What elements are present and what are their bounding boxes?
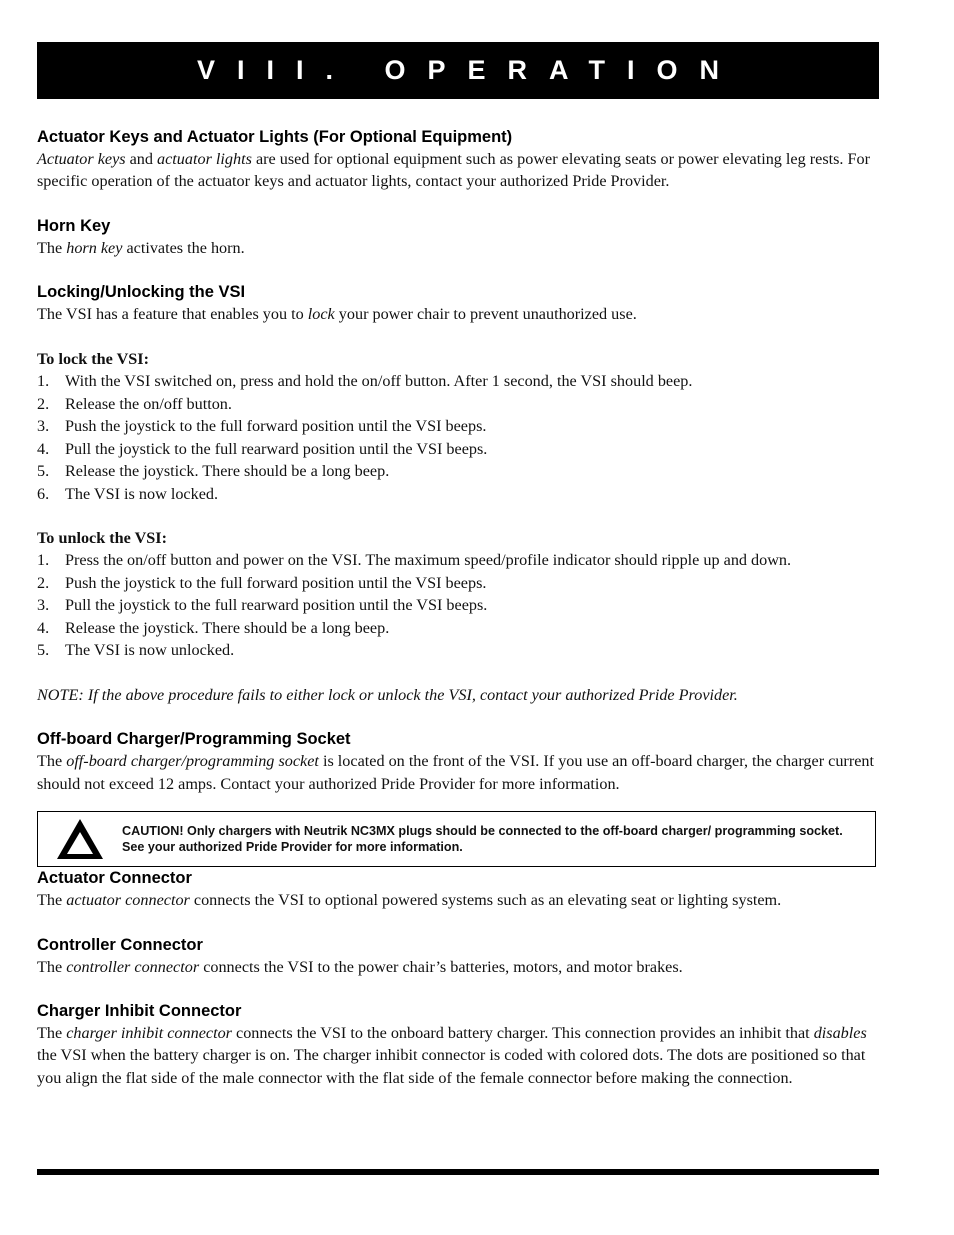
step-text: Release the joystick. There should be a long beep.: [65, 462, 390, 481]
term-controller-connector: controller connector: [66, 957, 200, 976]
step-number: 1.: [37, 551, 50, 570]
step-number: 5.: [37, 641, 50, 660]
term-lock: lock: [307, 305, 335, 324]
step-number: 1.: [37, 372, 50, 391]
step-text: Release the joystick. There should be a long beep.: [65, 618, 390, 637]
text-run: connects the VSI to the onboard battery charger. This connection provides an inhibit that: [231, 1023, 814, 1042]
step-text: The VSI is now locked.: [65, 484, 219, 503]
text-run: The: [37, 891, 67, 910]
horn-key-paragraph: [37, 237, 880, 259]
charger-socket-paragraph: [37, 750, 880, 795]
lock-steps-title: To lock the VSI:: [37, 349, 149, 368]
step-text: Press the on/off button and power on the VSI. The maximum speed/profile indicator should ripple up and down.: [65, 551, 792, 570]
unlock-steps-title: To unlock the VSI:: [37, 529, 167, 548]
step-number: 2.: [37, 573, 50, 592]
text-run: connects the VSI to the power chair’s batteries, motors, and motor brakes.: [199, 957, 683, 976]
list-item: [37, 370, 880, 393]
actuator-connector-heading: Actuator Connector: [37, 869, 192, 888]
warning-triangle-icon: [38, 817, 122, 861]
section-banner: [37, 42, 879, 99]
caution-text: CAUTION! Only chargers with Neutrik NC3MX plugs should be connected to the off-board charger/ programming socket. See your authorized Pride Provider for more information.: [122, 824, 843, 855]
text-run: is located on the front of the VSI. If you use an off-board charger, the charger current should not exceed 12 amps. Contact your authorized Pride Provider for more information.: [37, 752, 874, 793]
controller-connector-paragraph: [37, 956, 880, 978]
page-content: [37, 126, 880, 1089]
text-run: The: [37, 1023, 67, 1042]
text-run: the VSI when the battery charger is on. The charger inhibit connector is coded with colored dots. The dots are positioned so that you align the flat side of the male connector with the flat side of the female connector before making the connection.: [37, 1046, 866, 1087]
text-run: are used for optional equipment such as power elevating seats or power elevating leg rests. For specific operation of the actuator keys and actuator lights, contact your authorized Pride Provider.: [37, 150, 871, 191]
actuator-keys-heading: Actuator Keys and Actuator Lights (For Optional Equipment): [37, 128, 513, 146]
step-number: 6.: [37, 484, 50, 503]
lock-note: NOTE: If the above procedure fails to either lock or unlock the VSI, contact your authorized Pride Provider.: [37, 685, 738, 704]
term-charger-inhibit-connector: charger inhibit connector: [66, 1023, 232, 1042]
step-text: The VSI is now unlocked.: [65, 641, 235, 660]
list-item: [37, 572, 880, 595]
step-text: Pull the joystick to the full rearward position until the VSI beeps.: [65, 439, 488, 458]
list-item: [37, 483, 880, 506]
caution-box: [37, 811, 876, 867]
footer-rule: [37, 1169, 879, 1175]
actuator-connector-paragraph: [37, 889, 880, 911]
unlock-steps-list: [37, 549, 880, 662]
horn-key-heading: Horn Key: [37, 216, 111, 235]
step-text: Push the joystick to the full forward position until the VSI beeps.: [65, 573, 487, 592]
step-text: With the VSI switched on, press and hold the on/off button. After 1 second, the VSI should beep.: [65, 372, 693, 391]
list-item: [37, 438, 880, 461]
step-text: Push the joystick to the full forward position until the VSI beeps.: [65, 417, 487, 436]
charger-socket-heading: Off-board Charger/Programming Socket: [37, 730, 351, 749]
step-text: Pull the joystick to the full rearward position until the VSI beeps.: [65, 596, 488, 615]
step-number: 5.: [37, 462, 50, 481]
list-item: [37, 460, 880, 483]
text-run: activates the horn.: [122, 238, 245, 257]
charger-inhibit-heading: Charger Inhibit Connector: [37, 1001, 242, 1020]
locking-paragraph: [37, 303, 880, 325]
controller-connector-heading: Controller Connector: [37, 935, 203, 954]
list-item: [37, 415, 880, 438]
text-run: The: [37, 238, 67, 257]
step-number: 3.: [37, 596, 50, 615]
locking-heading: Locking/Unlocking the VSI: [37, 283, 246, 302]
step-number: 4.: [37, 439, 50, 458]
actuator-keys-paragraph: [37, 148, 880, 193]
step-number: 2.: [37, 394, 50, 413]
list-item: [37, 549, 880, 572]
list-item: [37, 617, 880, 640]
list-item: [37, 594, 880, 617]
step-number: 3.: [37, 417, 50, 436]
term-horn-key: horn key: [66, 238, 123, 257]
term-actuator-lights: actuator lights: [157, 150, 252, 168]
text-run: The: [37, 957, 67, 976]
list-item: [37, 393, 880, 416]
text-run: connects the VSI to optional powered systems such as an elevating seat or lighting system.: [189, 891, 782, 910]
text-run: and: [125, 150, 158, 168]
list-item: [37, 639, 880, 662]
step-text: Release the on/off button.: [65, 394, 232, 413]
term-actuator-connector: actuator connector: [66, 891, 190, 910]
text-run: The VSI has a feature that enables you to: [37, 305, 308, 324]
charger-inhibit-paragraph: [37, 1022, 880, 1089]
term-charger-socket: off-board charger/programming socket: [66, 752, 319, 771]
term-actuator-keys: Actuator keys: [37, 150, 126, 168]
term-disables: disables: [813, 1023, 867, 1042]
text-run: The: [37, 752, 67, 771]
text-run: your power chair to prevent unauthorized use.: [334, 305, 637, 324]
lock-steps-list: [37, 370, 880, 505]
section-title: VIII. OPERATION: [196, 55, 742, 85]
step-number: 4.: [37, 618, 50, 637]
